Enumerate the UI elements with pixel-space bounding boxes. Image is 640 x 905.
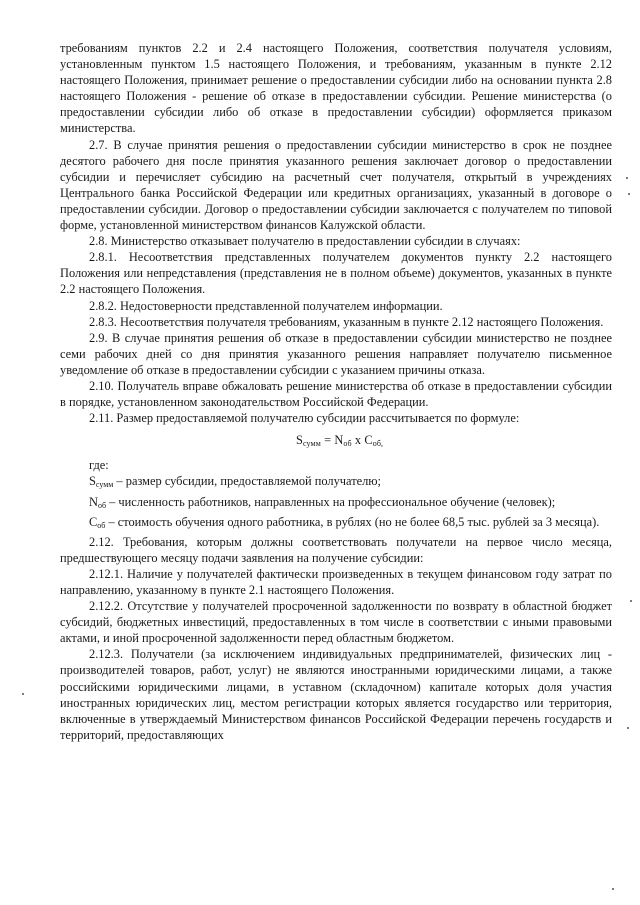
- formula-equals-n: = N: [320, 433, 344, 448]
- document-body: [60, 40, 612, 743]
- formula-c-subscript: об,: [372, 439, 384, 449]
- paragraph-2-6-continuation: требованиям пунктов 2.2 и 2.4 настоящего Положения, соответствия получателя условиям, установленным пунктом 1.5 настоящего Положения, и требованиям, указанным в пункте 2.12 настоящего Положения, принимает решение о предоставлении субсидии либо на основании пункта 2.8 настоящего Положения - решение об отказе в предоставлении субсидии. Решение министерства (о предоставлении субсидии либо об отказе в предоставлении субсидии) оформляется приказом министерства.: [60, 41, 612, 136]
- paragraph-2-12-3: 2.12.3. Получатели (за исключением индивидуальных предпринимателей, физических лиц - производителей товаров, работ, услуг) не являются иностранными юридическими лицами, а также российскими юридическими лицами, в уставном (складочном) капитале которых доля участия иностранных юридических лиц, местом регистрации которых является государство или территория, включенные в утверждаемый Министерством финансов Российской Федерации перечень государств и территорий, предоставляющих: [60, 647, 612, 742]
- definition-c: [60, 514, 612, 534]
- definition-subscript: об: [97, 500, 107, 510]
- definition-symbol: C: [89, 514, 98, 529]
- scan-speck: [628, 193, 630, 195]
- paragraph-2-8-2: 2.8.2. Недостоверности представленной получателем информации.: [89, 298, 443, 313]
- formula-s: S: [296, 433, 303, 448]
- subsidy-formula: [60, 432, 612, 452]
- definition-symbol: N: [89, 494, 98, 509]
- definition-n: [60, 494, 612, 514]
- scan-speck: [627, 727, 629, 729]
- formula-s-subscript: сумм: [303, 439, 321, 449]
- definition-text: – стоимость обучения одного работника, в рублях (но не более 68,5 тыс. рублей за 3 месяца).: [105, 514, 600, 529]
- where-label: где:: [89, 458, 109, 473]
- scan-speck: [626, 177, 628, 179]
- paragraph-2-12: 2.12. Требования, которым должны соответствовать получатели на первое число месяца, предшествующего месяцу подачи заявления на получение субсидии:: [60, 534, 612, 565]
- paragraph-2-9: 2.9. В случае принятия решения об отказе в предоставлении субсидии министерство не позднее семи рабочих дней со дня принятия указанного решения направляет получателю письменное уведомление об отказе в предоставлении субсидии с указанием причины отказа.: [60, 330, 612, 377]
- paragraph-2-7: 2.7. В случае принятия решения о предоставлении субсидии министерство в срок не позднее десятого рабочего дня после принятия указанного решения заключает договор о предоставлении субсидии и перечисляет субсидию на расчетный счет получателя, открытый в учреждениях Центрального банка Российской Федерации или кредитных организациях, указанный в договоре о предоставлении субсидии. Договор о предоставлении субсидии заключается с получателем по типовой форме, установленной министерством финансов Калужской области.: [60, 137, 612, 233]
- scan-speck: [22, 693, 24, 695]
- definition-subscript: сумм: [95, 480, 114, 490]
- scan-speck: [630, 600, 632, 602]
- paragraph-2-8: 2.8. Министерство отказывает получателю в предоставлении субсидии в случаях:: [89, 234, 521, 249]
- definition-text: – численность работников, направленных на профессиональное обучение (человек);: [106, 494, 556, 509]
- definition-subscript: об: [97, 520, 106, 530]
- paragraph-2-10: 2.10. Получатель вправе обжаловать решение министерства об отказе в предоставлении субсидии в порядке, установленном законодательством Российской Федерации.: [60, 378, 612, 410]
- paragraph-2-8-1: 2.8.1. Несоответствия представленных получателем документов пункту 2.2 настоящего Положения или непредставления (представления не в полном объеме) документов, указанных в пункте 2.2 настоящего Положения.: [60, 250, 612, 297]
- paragraph-2-11: 2.11. Размер предоставляемой получателю субсидии рассчитывается по формуле:: [89, 411, 520, 426]
- formula-n-subscript: об: [343, 439, 352, 449]
- definition-symbol: S: [89, 474, 96, 489]
- paragraph-2-12-1: 2.12.1. Наличие у получателей фактически произведенных в текущем финансовом году затрат по направлению, указанному в пункте 2.1 настоящего Положения.: [60, 566, 612, 597]
- paragraph-2-8-3: 2.8.3. Несоответствия получателя требованиям, указанным в пункте 2.12 настоящего Положения.: [89, 314, 604, 329]
- formula-times-c: x C: [351, 433, 373, 448]
- definition-text: – размер субсидии, предоставляемой получателю;: [113, 474, 381, 489]
- scan-speck: [612, 888, 614, 890]
- paragraph-2-12-2: 2.12.2. Отсутствие у получателей просроченной задолженности по возврату в областной бюджет субсидий, бюджетных инвестиций, предоставленных в том числе в соответствии с иными правовыми актами, и иной просроченной задолженности перед областным бюджетом.: [60, 599, 612, 646]
- definition-s: [60, 473, 612, 493]
